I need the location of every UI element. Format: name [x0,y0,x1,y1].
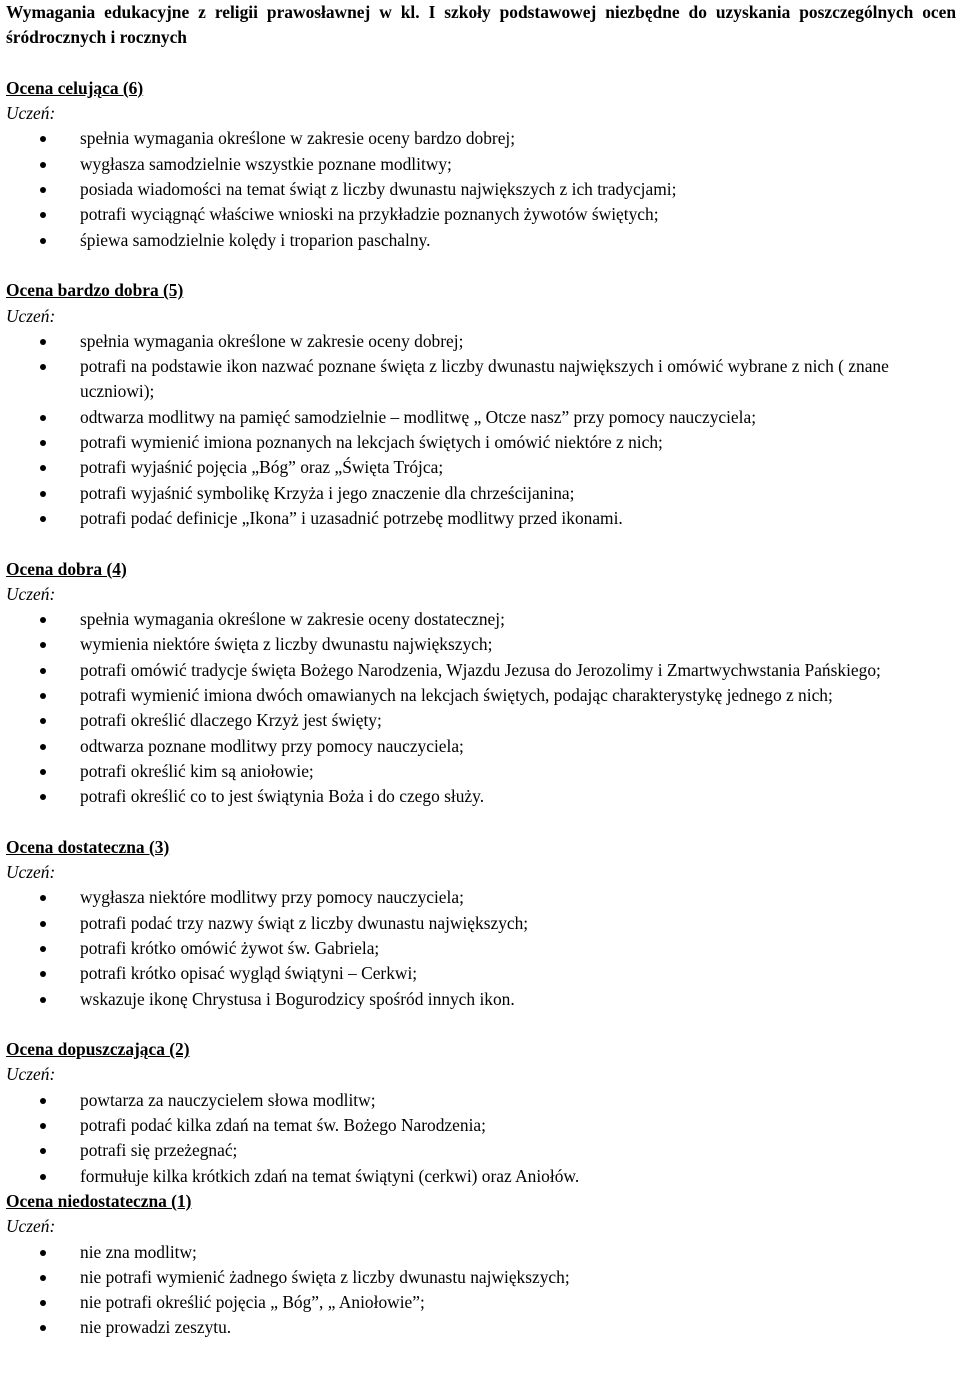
bullet-icon [40,1275,46,1281]
list-item-text: potrafi wymienić imiona dwóch omawianych na lekcjach świętych, podając charakterystykę jednego z nich; [80,685,833,706]
list-item-text: wymienia niektóre święta z liczby dwunastu największych; [80,634,493,655]
bullet-icon [40,1174,46,1180]
list-item [6,885,956,910]
list-item [6,658,956,683]
list-item-text: potrafi wyciągnąć właściwe wnioski na przykładzie poznanych żywotów świętych; [80,204,659,225]
list-item-text: wygłasza niektóre modlitwy przy pomocy nauczyciela; [80,887,464,908]
requirements-list [6,1088,956,1189]
list-item-text: potrafi krótko omówić żywot św. Gabriela; [80,937,380,958]
bullet-icon [40,769,46,775]
bullet-icon [40,895,46,901]
list-item-text: potrafi określić dlaczego Krzyż jest święty; [80,710,382,731]
bullet-icon [40,1148,46,1154]
list-item-text: powtarza za nauczycielem słowa modlitw; [80,1089,376,1110]
bullet-icon [40,668,46,674]
list-item-text: śpiewa samodzielnie kolędy i troparion paschalny. [80,229,431,250]
list-item-text: potrafi wyjaśnić symbolikę Krzyża i jego znaczenie dla chrześcijanina; [80,482,575,503]
list-item [6,354,956,405]
list-item-text: potrafi podać definicje „Ikona” i uzasadnić potrzebę modlitwy przed ikonami. [80,507,623,528]
list-item [6,126,956,151]
pupil-label: Uczeń: [6,103,56,124]
list-item-text: posiada wiadomości na temat świąt z liczby dwunastu największych z ich tradycjami; [80,179,677,200]
pupil-label: Uczeń: [6,1064,56,1085]
bullet-icon [40,617,46,623]
list-item-text: nie potrafi wymienić żadnego święta z liczby dwunastu największych; [80,1266,570,1287]
bullet-icon [40,946,46,952]
list-item-text: potrafi określić co to jest świątynia Boża i do czego służy. [80,786,485,807]
grade-heading: Ocena dopuszczająca (2) [6,1039,190,1060]
bullet-icon [40,162,46,168]
bullet-icon [40,440,46,446]
list-item-text: potrafi wyjaśnić pojęcia „Bóg” oraz „Święta Trójca; [80,457,444,478]
bullet-icon [40,693,46,699]
list-item [6,734,956,759]
bullet-icon [40,1250,46,1256]
grade-heading: Ocena dostateczna (3) [6,836,170,857]
grade-section-5 [6,278,956,531]
spacer [6,51,956,76]
list-item-text: formułuje kilka krótkich zdań na temat świątyni (cerkwi) oraz Aniołów. [80,1165,580,1186]
list-item-text: potrafi krótko opisać wygląd świątyni – Cerkwi; [80,963,418,984]
list-item [6,1113,956,1138]
grade-section-2 [6,1037,956,1189]
bullet-icon [40,1325,46,1331]
list-item [6,1265,956,1290]
list-item [6,683,956,708]
bullet-icon [40,718,46,724]
list-item [6,177,956,202]
list-item-text: nie zna modlitw; [80,1241,197,1262]
spacer [6,253,956,278]
grade-section-1 [6,1189,956,1341]
list-item [6,607,956,632]
list-item-text: potrafi podać trzy nazwy świąt z liczby dwunastu największych; [80,912,529,933]
bullet-icon [40,415,46,421]
bullet-icon [40,744,46,750]
list-item [6,1240,956,1265]
list-item [6,632,956,657]
list-item-text: potrafi podać kilka zdań na temat św. Bożego Narodzenia; [80,1115,486,1136]
list-item-text: spełnia wymagania określone w zakresie oceny dostatecznej; [80,609,505,630]
list-item [6,405,956,430]
pupil-label: Uczeń: [6,862,56,883]
bullet-icon [40,1300,46,1306]
list-item [6,1290,956,1315]
list-item [6,987,956,1012]
list-item [6,784,956,809]
list-item-text: nie prowadzi zeszytu. [80,1317,232,1338]
requirements-list [6,607,956,809]
list-item [6,911,956,936]
list-item [6,329,956,354]
grade-heading: Ocena celująca (6) [6,77,144,98]
grade-section-6 [6,76,956,253]
list-item-text: odtwarza poznane modlitwy przy pomocy nauczyciela; [80,735,464,756]
bullet-icon [40,516,46,522]
bullet-icon [40,997,46,1003]
list-item [6,1315,956,1340]
document-page [6,0,956,1341]
list-item-text: potrafi na podstawie ikon nazwać poznane święta z liczby dwunastu największych i omówić wybrane z nich ( znane uczniowi); [80,356,889,402]
bullet-icon [40,364,46,370]
requirements-list [6,126,956,252]
list-item-text: potrafi się przeżegnać; [80,1140,238,1161]
bullet-icon [40,339,46,345]
list-item [6,961,956,986]
bullet-icon [40,921,46,927]
pupil-label: Uczeń: [6,1216,56,1237]
spacer [6,810,956,835]
bullet-icon [40,1123,46,1129]
list-item [6,481,956,506]
grade-section-3 [6,835,956,1012]
list-item [6,430,956,455]
grade-heading: Ocena bardzo dobra (5) [6,280,184,301]
list-item-text: spełnia wymagania określone w zakresie oceny bardzo dobrej; [80,128,516,149]
pupil-label: Uczeń: [6,583,56,604]
list-item [6,506,956,531]
requirements-list [6,1240,956,1341]
list-item [6,455,956,480]
list-item-text: wygłasza samodzielnie wszystkie poznane modlitwy; [80,153,452,174]
grade-heading: Ocena dobra (4) [6,558,127,579]
bullet-icon [40,465,46,471]
list-item [6,1138,956,1163]
pupil-label: Uczeń: [6,305,56,326]
list-item-text: potrafi określić kim są aniołowie; [80,760,314,781]
list-item [6,228,956,253]
document-title: Wymagania edukacyjne z religii prawosławnej w kl. I szkoły podstawowej niezbędne do uzyskania poszczególnych ocen śródrocznych i rocznych [6,2,956,48]
bullet-icon [40,971,46,977]
list-item-text: potrafi wymienić imiona poznanych na lekcjach świętych i omówić niektóre z nich; [80,432,663,453]
grade-section-4 [6,557,956,810]
bullet-icon [40,794,46,800]
bullet-icon [40,642,46,648]
bullet-icon [40,187,46,193]
requirements-list [6,329,956,531]
spacer [6,1012,956,1037]
list-item-text: wskazuje ikonę Chrystusa i Bogurodzicy spośród innych ikon. [80,988,515,1009]
bullet-icon [40,136,46,142]
list-item-text: nie potrafi określić pojęcia „ Bóg”, „ Aniołowie”; [80,1292,425,1313]
list-item [6,202,956,227]
bullet-icon [40,491,46,497]
spacer [6,531,956,556]
list-item-text: potrafi omówić tradycje święta Bożego Narodzenia, Wjazdu Jezusa do Jerozolimy i Zmartwychwstania Pańskiego; [80,659,881,680]
list-item-text: spełnia wymagania określone w zakresie oceny dobrej; [80,330,464,351]
list-item [6,708,956,733]
bullet-icon [40,238,46,244]
bullet-icon [40,212,46,218]
list-item [6,1088,956,1113]
list-item-text: odtwarza modlitwy na pamięć samodzielnie – modlitwę „ Otcze nasz” przy pomocy nauczyciela; [80,406,757,427]
list-item [6,759,956,784]
requirements-list [6,885,956,1011]
list-item [6,152,956,177]
bullet-icon [40,1098,46,1104]
list-item [6,936,956,961]
list-item [6,1164,956,1189]
grade-heading: Ocena niedostateczna (1) [6,1190,192,1211]
